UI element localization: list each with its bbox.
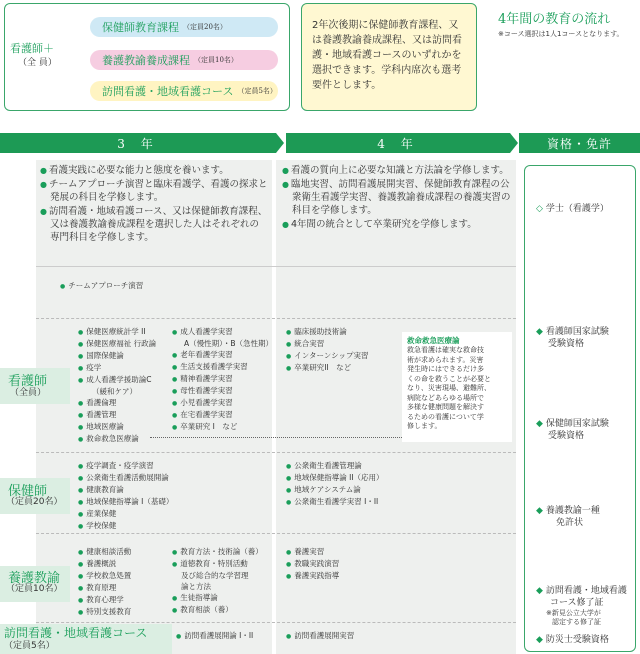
visit-y4-list: ● 訪問看護展開実習 bbox=[286, 630, 354, 642]
phn-y4-list: ● 公衆衛生看護管理論 ● 地域保健指導論 II（応用） ● 地域ケアシステム論 ● 公衆衛生看護学実習 I・II bbox=[286, 460, 384, 508]
header-qual: 資格・免許 bbox=[519, 133, 640, 153]
qual-bachelor: ◇ 学士（看護学） bbox=[536, 204, 609, 214]
arrow-3 bbox=[276, 133, 284, 153]
visit-sub: （定員5名） bbox=[4, 641, 55, 651]
nurse-y3-list-a: ● 保健医療統計学 II ● 保健医療福祉 行政論 ● 国際保健論 ● 疫学 ● 成人看護学援助論C （緩和ケア） ● 看護倫理 ● 看護管理 ● 地域医療論 ● 救命救急医療論 bbox=[78, 326, 156, 445]
course-pill-phn: 保健師教育課程 （定員20名） bbox=[90, 17, 278, 37]
phn-label: 保健師 bbox=[8, 484, 48, 499]
nurse-label: 看護師 bbox=[8, 374, 48, 389]
school-y4-list: ● 養護実習 ● 教職実践演習 ● 養護実践指導 bbox=[286, 546, 339, 582]
phn-sub: （定員20名） bbox=[6, 497, 63, 507]
divider-phn bbox=[36, 533, 516, 534]
qual-disaster: ◆ 防災士受験資格 bbox=[536, 635, 609, 645]
qual-school-license: ◆ 養護教諭一種 免許状 bbox=[536, 506, 600, 528]
col-qual-bg bbox=[524, 165, 636, 652]
selection-note: 2年次後期に保健師教育課程、又は養護教諭養成課程、又は訪問看護・地域看護コースのいずれかを選択できます。学科内席次も選考要件とします。 bbox=[301, 3, 477, 111]
year4-description: ● 看護の質向上に必要な知識と方法論を学修します。 ● 臨地実習、訪問看護展開実習、保健師教育課程の公衆衛生看護学実習、養護教諭養成課程の養護実習の科目を学修します。 ● 4年間の統合として卒業研究を学修します。 bbox=[282, 164, 512, 232]
nurse-y4-list: ● 臨床援助技術論 ● 統合実習 ● インターンシップ実習 ● 卒業研究II など bbox=[286, 326, 368, 374]
school-y3-list-b: ● 教育方法・技術論（養） ● 道徳教育・特別活動 及び総合的な学習理 論と方法 ● 生徒指導論 ● 教育相談（養） bbox=[172, 546, 263, 616]
visit-label: 訪問看護・地域看護コース bbox=[4, 626, 148, 640]
course-left-label: 看護師＋ bbox=[10, 42, 54, 55]
divider-desc bbox=[36, 266, 516, 267]
qual-visit-cert: ◆ 訪問看護・地域看護 コース修了証 bbox=[536, 586, 627, 608]
phn-y3-list: ● 疫学調査・疫学演習 ● 公衆衛生看護活動展開論 ● 健康教育論 ● 地域保健指導論 I（基礎） ● 産業保健 ● 学校保健 bbox=[78, 460, 173, 532]
divider-nurse bbox=[36, 452, 516, 453]
visit-y3-list: ● 訪問看護展開論 I・II bbox=[176, 630, 253, 642]
flow-title: 4年間の教育の流れ bbox=[498, 12, 611, 27]
course-left-sub: （全 員） bbox=[18, 58, 57, 68]
divider-team bbox=[36, 318, 516, 319]
course-pill-school: 養護教諭養成課程 （定員10名） bbox=[90, 50, 278, 70]
arrow-4 bbox=[510, 133, 518, 153]
flow-note: ※コース選択は1人1コースとなります。 bbox=[498, 30, 624, 38]
qual-phn-exam: ◆ 保健師国家試験 受験資格 bbox=[536, 419, 609, 441]
course-pill-visit: 訪問看護・地域看護コース （定員5名） bbox=[90, 81, 278, 101]
school-label: 養護教諭 bbox=[8, 571, 61, 586]
nurse-sub: （全員） bbox=[10, 388, 47, 398]
qual-nurse-exam: ◆ 看護師国家試験 受験資格 bbox=[536, 327, 609, 349]
team-approach: ● チームアプローチ演習 bbox=[60, 280, 143, 292]
divider-school bbox=[36, 622, 516, 623]
header-year3: 3 年 bbox=[0, 133, 276, 153]
school-y3-list-a: ● 健康相談活動 ● 養護概説 ● 学校救急処置 ● 教育原理 ● 教育心理学 ● 特別支援教育 bbox=[78, 546, 131, 618]
nurse-dotted-line bbox=[150, 437, 402, 438]
school-sub: （定員10名） bbox=[6, 584, 63, 594]
callout-box: 救命救急医療論 救急看護は確実な救命技 術が求められます。災害 発生時にはできるだけ多 くの命を救うことが必要と なり、災害現場、避難所、 病院などあらゆる場所で 多様な健康問題を解決す るための看護について学 修します。 bbox=[402, 332, 512, 442]
year3-description: ● 看護実践に必要な能力と態度を養います。 ● チームアプローチ演習と臨床看護学、看護の探求と発展の科目を学修します。 ● 訪問看護・地域看護コース、又は保健師教育課程、又は養護教諭養成課程を選択した人はそれぞれの専門科目を学修します。 bbox=[40, 164, 268, 245]
nurse-y3-list-b: ● 成人看護学実習 A（慢性期）・B（急性期） ● 老年看護学実習 ● 生活支援看護学実習 ● 精神看護学実習 ● 母性看護学実習 ● 小児看護学実習 ● 在宅看護学実習 ● 卒業研究 I など bbox=[172, 326, 273, 433]
header-year4: 4 年 bbox=[286, 133, 510, 153]
qual-visit-note: ※新見公立大学が 認定する修了証 bbox=[546, 609, 601, 626]
